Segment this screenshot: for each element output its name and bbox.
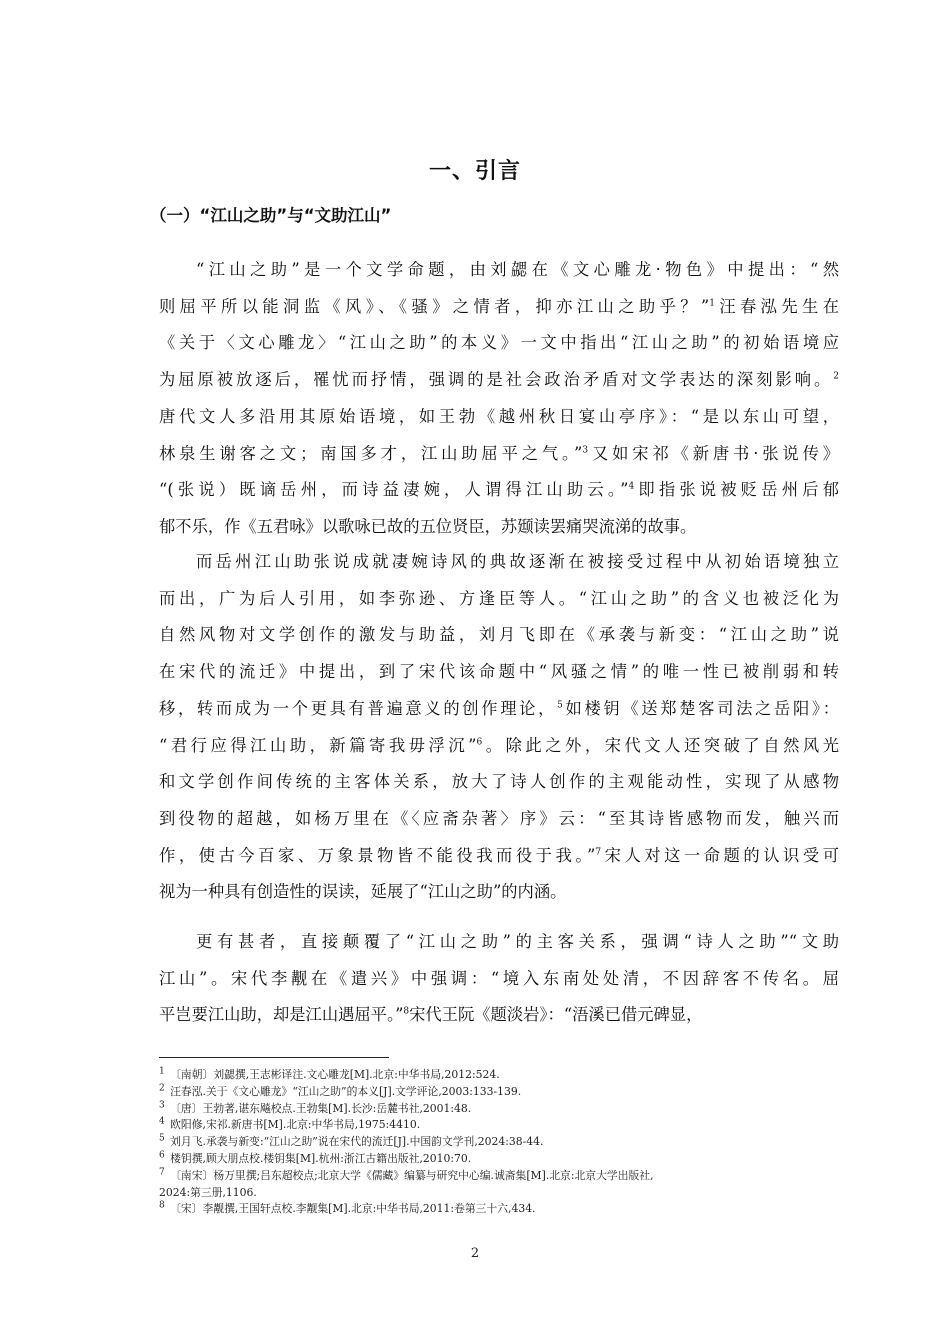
footnote-number: 6 [159, 1150, 165, 1161]
section-heading: 一、引言 [428, 159, 521, 184]
body-line [159, 370, 839, 390]
body-line [159, 662, 839, 682]
body-line-text: 则屈平所以能洞监《风》、《骚》之情者，抑亦江山之助乎？” [159, 296, 710, 316]
body-line-text: 视为一种具有创造性的误读，延展了“江山之助”的内涵。 [159, 882, 567, 902]
footnote-number: 1 [159, 1066, 165, 1077]
body-line-text: 而出，广为后人引用，如李弥逊、方逢臣等人。“江山之助”的含义也被泛化为 [159, 588, 839, 608]
footnote-number: 4 [159, 1116, 165, 1127]
body-line-text: 自然风物对文学创作的激发与助益，刘月飞即在《承袭与新变：“江山之助”说 [159, 625, 839, 645]
body-line [159, 589, 839, 609]
body-line [159, 882, 839, 902]
body-line-text: 在宋代的流迁》中提出，到了宋代该命题中“风骚之情”的唯一性已被削弱和转 [159, 662, 839, 682]
body-line-tail: 汪春泓先生在 [714, 296, 839, 316]
footnote-marker[interactable]: 4 [628, 481, 635, 492]
body-line-text: 林泉生谢客之文；南国多才，江山助屈平之气。” [159, 443, 583, 463]
footnote-marker[interactable]: 2 [833, 371, 839, 382]
footnote-text: 〔宋〕李觏撰,王国轩点校.李觏集[M].北京:中华书局,2011:卷第三十六,434. [170, 1202, 536, 1216]
footnote-number: 5 [159, 1133, 165, 1144]
body-line-text: 到役物的超越，如杨万里在《〈应斋杂著〉序》云：“至其诗皆感物而发，触兴而 [159, 808, 839, 828]
footnote-item [159, 1202, 849, 1216]
body-line [159, 480, 839, 500]
footnote-text: 刘月飞.承袭与新变:“江山之助”说在宋代的流迁[J].中国韵文学刊,2024:38-44. [170, 1135, 544, 1149]
body-line [159, 809, 839, 829]
page-number: 2 [470, 1246, 480, 1261]
body-line-text: 平岂要江山助，却是江山遇屈平。” [159, 1005, 404, 1025]
body-line-text: 郁不乐，作《五君咏》以歌咏已故的五位贤臣，苏颋读罢痛哭流涕的故事。 [159, 516, 697, 536]
body-line [159, 552, 839, 572]
body-line-text: “江山之助”是一个文学命题，由刘勰在《文心雕龙·物色》中提出：“然 [196, 260, 839, 279]
body-line [159, 297, 839, 317]
footnote-item [159, 1135, 849, 1149]
footnote-item [159, 1152, 849, 1166]
body-line-tail: 。除此之外，宋代文人还突破了自然风光 [482, 735, 839, 755]
footnote-text: 〔南宋〕杨万里撰;吕东超校点;北京大学《儒藏》编纂与研究中心编.诚斋集[M].北京:北京大学出版社, [170, 1168, 654, 1182]
body-line-text: 作，使古今百家、万象景物皆不能役我而役于我。” [159, 845, 596, 865]
footnote-item [159, 1169, 849, 1183]
footnote-item [159, 1118, 849, 1132]
body-line [159, 517, 839, 537]
body-line [159, 260, 839, 280]
footnote-marker[interactable]: 7 [595, 847, 602, 858]
footnote-marker[interactable]: 1 [709, 298, 715, 309]
body-line-text: 江山”。宋代李觏在《遣兴》中强调：“境入东南处处清，不因辞客不传名。屈 [159, 968, 839, 988]
footnote-number: 8 [159, 1200, 165, 1211]
body-line-tail: 宋代王阮《题淡岩》：“浯溪已借元碑显， [409, 1005, 703, 1025]
body-line-tail: 如楼钥《送郑楚客司法之岳阳》： [562, 698, 839, 718]
footnote-text: 楼钥撰,顾大朋点校.楼钥集[M].杭州:浙江古籍出版社,2010:70. [170, 1152, 472, 1165]
body-line-text: 唐代文人多沿用其原始语境，如王勃《越州秋日宴山亭序》：“是以东山可望， [159, 406, 839, 426]
body-line-text: 为屈原被放逐后，罹忧而抒情，强调的是社会政治矛盾对文学表达的深刻影响。 [159, 370, 834, 390]
body-line [159, 333, 839, 353]
body-line-tail: 即指张说被贬岳州后郁 [634, 480, 839, 500]
footnote-item [159, 1102, 849, 1116]
body-line-tail: 又如宋祁《新唐书·张说传》 [588, 443, 839, 463]
footnote-marker[interactable]: 8 [403, 1006, 410, 1017]
body-line-text: “君行应得江山助，新篇寄我毋浮沉” [159, 735, 477, 755]
body-line-text: 更有甚者，直接颠覆了“江山之助”的主客关系，强调“诗人之助”“文助 [196, 932, 839, 951]
footnote-marker[interactable]: 3 [582, 445, 589, 456]
footnote-marker[interactable]: 5 [557, 700, 563, 711]
footnote-number: 2 [159, 1083, 165, 1094]
subsection-heading: （一）“江山之助”与“文助江山” [150, 206, 392, 225]
body-line [159, 444, 839, 464]
body-line [159, 772, 839, 792]
body-line-text: 移，转而成为一个更具有普遍意义的创作理论， [159, 698, 558, 718]
body-line-text: 和文学创作间传统的主客体关系，放大了诗人创作的主观能动性，实现了从感物 [159, 772, 839, 792]
body-line [159, 969, 839, 989]
footnote-number: 7 [159, 1167, 165, 1178]
footnote-marker[interactable]: 6 [476, 737, 483, 748]
body-line [159, 736, 839, 756]
body-line [159, 625, 839, 645]
body-line-text: 《关于〈文心雕龙〉“江山之助”的本义》一文中指出“江山之助”的初始语境应 [159, 333, 839, 353]
body-line [159, 932, 839, 952]
footnote-text: 〔唐〕王勃著,谌东飚校点.王勃集[M].长沙:岳麓书社,2001:48. [170, 1101, 472, 1115]
body-line-tail: 宋人对这一命题的认识受可 [601, 845, 839, 865]
body-line [159, 846, 839, 866]
footnote-item [159, 1068, 849, 1082]
footnote-divider [159, 1057, 389, 1058]
body-line [159, 699, 839, 719]
footnote-text: 汪春泓.关于《文心雕龙》“江山之助”的本义[J].文学评论,2003:133-139. [170, 1084, 522, 1098]
footnote-item [159, 1186, 849, 1200]
footnote-item [159, 1085, 849, 1099]
body-line [159, 1005, 839, 1025]
footnote-text: 〔南朝〕刘勰撰,王志彬译注.文心雕龙[M].北京:中华书局,2012:524. [170, 1068, 500, 1081]
body-line-text: “(张说）既谪岳州，而诗益凄婉，人谓得江山助云。” [159, 480, 629, 500]
footnote-text: 欧阳修,宋祁.新唐书[M].北京:中华书局,1975:4410. [170, 1118, 421, 1132]
footnote-number: 3 [159, 1100, 165, 1110]
body-line-text: 而岳州江山助张说成就凄婉诗风的典故逐渐在被接受过程中从初始语境独立 [196, 552, 839, 571]
body-line [159, 407, 839, 427]
footnote-text: 2024:第三册,1106. [159, 1185, 257, 1199]
